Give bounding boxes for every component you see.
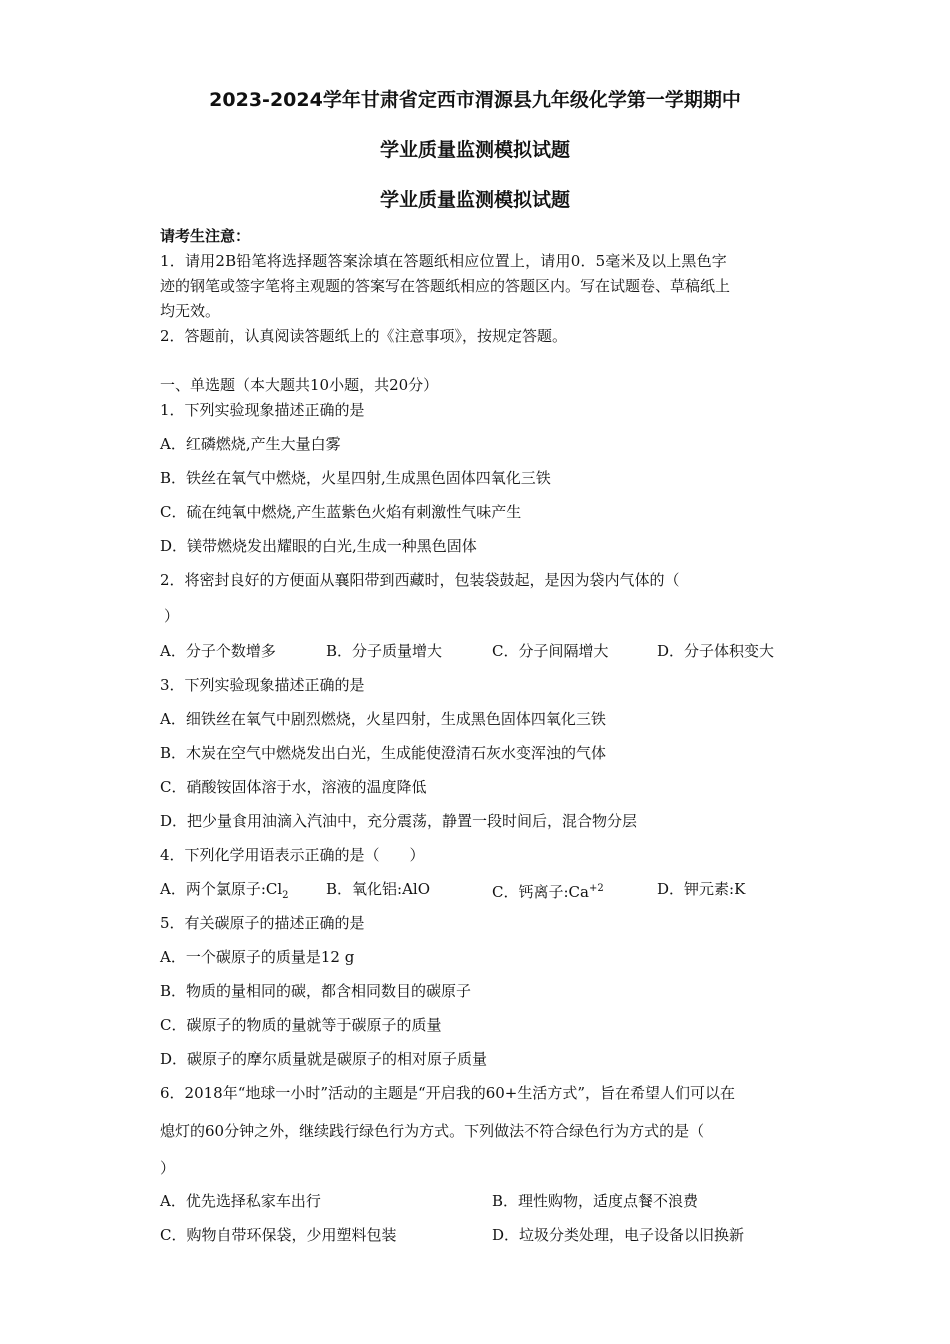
q2-stem-line2: ） (164, 607, 180, 625)
notice-heading: 请考生注意： (160, 227, 251, 245)
q5-option-a: A．一个碳原子的质量是12 g (160, 948, 355, 966)
page-title-line1: 2023-2024学年甘肃省定西市渭源县九年级化学第一学期期中 (209, 89, 741, 111)
notice-item1-line3: 均无效。 (160, 302, 221, 320)
q2-option-a: A．分子个数增多 (160, 642, 276, 660)
q6-option-b: B．理性购物，适度点餐不浪费 (492, 1192, 699, 1210)
q2-option-d: D．分子体积变大 (657, 642, 775, 660)
q3-stem: 3．下列实验现象描述正确的是 (160, 676, 365, 694)
q1-option-d: D．镁带燃烧发出耀眼的白光,生成一种黑色固体 (160, 537, 477, 555)
notice-item1-line1: 1．请用2B铅笔将选择题答案涂填在答题纸相应位置上，请用0．5毫米及以上黑色字 (160, 252, 728, 270)
page-title-line2: 学业质量监测模拟试题 (379, 139, 570, 161)
q4-option-c-text: C．钙离子:Ca (492, 883, 589, 901)
q3-option-c: C．硝酸铵固体溶于水，溶液的温度降低 (160, 778, 427, 796)
q2-stem-line1: 2．将密封良好的方便面从襄阳带到西藏时，包装袋鼓起，是因为袋内气体的（ (160, 571, 680, 589)
q1-stem: 1．下列实验现象描述正确的是 (160, 401, 365, 419)
q1-option-a: A．红磷燃烧,产生大量白雾 (160, 435, 341, 453)
notice-item1-line2: 迹的钢笔或签字笔将主观题的答案写在答题纸相应的答题区内。写在试题卷、草稿纸上 (160, 277, 731, 295)
q1-option-b: B．铁丝在氧气中燃烧，火星四射,生成黑色固体四氧化三铁 (160, 469, 551, 487)
q4-option-c-superscript: +2 (588, 883, 604, 894)
q3-option-a: A．细铁丝在氧气中剧烈燃烧，火星四射，生成黑色固体四氧化三铁 (160, 710, 606, 728)
q5-stem: 5．有关碳原子的描述正确的是 (160, 914, 365, 932)
q2-option-c: C．分子间隔增大 (492, 642, 609, 660)
q6-stem-line1: 6．2018年“地球一小时”活动的主题是“开启我的60+生活方式”，旨在希望人们可以在 (160, 1084, 736, 1102)
q6-option-c: C．购物自带环保袋，少用塑料包装 (160, 1226, 397, 1244)
section-heading: 一、单选题（本大题共10小题，共20分） (160, 376, 439, 394)
q6-option-a: A．优先选择私家车出行 (160, 1192, 321, 1210)
q4-option-b: B．氧化铝:AlO (326, 880, 431, 898)
q5-option-d: D．碳原子的摩尔质量就是碳原子的相对原子质量 (160, 1050, 488, 1068)
q6-option-d: D．垃圾分类处理，电子设备以旧换新 (492, 1226, 745, 1244)
q4-option-a (160, 879, 289, 906)
q4-option-a-subscript: 2 (282, 890, 289, 901)
q6-stem-line2: 熄灯的60分钟之外，继续践行绿色行为方式。下列做法不符合绿色行为方式的是（ (160, 1122, 705, 1140)
q4-option-c (492, 879, 604, 902)
q1-option-c: C．硫在纯氧中燃烧,产生蓝紫色火焰有刺激性气味产生 (160, 503, 522, 521)
q6-stem-line3: ） (160, 1159, 176, 1177)
q3-option-d: D．把少量食用油滴入汽油中，充分震荡，静置一段时间后，混合物分层 (160, 812, 638, 830)
q4-option-a-text: A．两个氯原子:Cl (160, 880, 283, 898)
q2-option-b: B．分子质量增大 (326, 642, 443, 660)
page-title-line3: 学业质量监测模拟试题 (379, 189, 570, 211)
q5-option-b: B．物质的量相同的碳，都含相同数目的碳原子 (160, 982, 472, 1000)
q4-stem: 4．下列化学用语表示正确的是（ ） (160, 846, 425, 864)
q5-option-c: C．碳原子的物质的量就等于碳原子的质量 (160, 1016, 442, 1034)
notice-item2: 2．答题前，认真阅读答题纸上的《注意事项》，按规定答题。 (160, 327, 568, 345)
q3-option-b: B．木炭在空气中燃烧发出白光，生成能使澄清石灰水变浑浊的气体 (160, 744, 607, 762)
q4-option-d: D．钾元素:K (657, 880, 746, 898)
